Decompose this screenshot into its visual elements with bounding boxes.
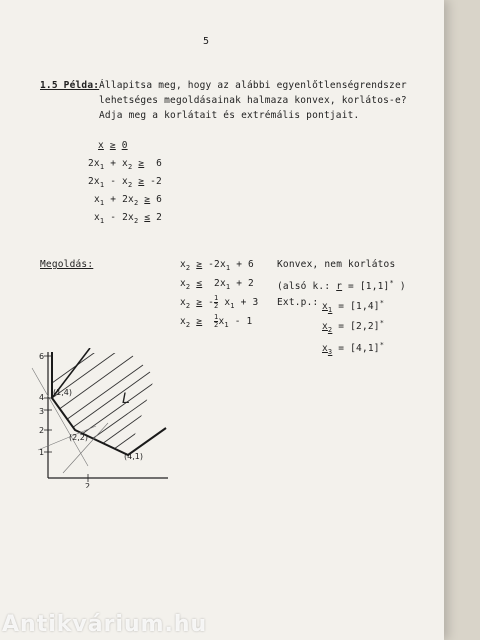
result-point-3: $x_3 = [4,1]^*$ xyxy=(322,341,385,357)
result-ext-label: Ext.p.: xyxy=(277,297,319,308)
solution-eq-1: $x_2 \ge -2x_1 + 6$ xyxy=(180,259,254,272)
x-tick-2: 2 xyxy=(85,482,91,488)
result-point-2: $x_2 = [2,2]^*$ xyxy=(322,319,385,335)
constraint-3: $x_1 + 2x_2 \ge 6$ xyxy=(94,194,163,207)
watermark: Antikvárium.hu xyxy=(2,612,208,637)
constraint-1: $2x_1 + x_2 \ge 6$ xyxy=(88,158,162,171)
solution-eq-2: $x_2 \le 2x_1 + 2$ xyxy=(180,278,254,291)
result-convex: Konvex, nem korlátos xyxy=(277,259,396,270)
constraint-2: $2x_1 - x_2 \ge -2$ xyxy=(88,176,162,189)
region-label: L xyxy=(122,391,130,407)
constraint-4: $x_1 - 2x_2 \le 2$ xyxy=(94,212,163,225)
solution-eq-4: $x_2$ ≥ $\frac{1}{2}$ $x_1 - 1$ xyxy=(180,313,253,329)
y-tick-6: 6 xyxy=(39,352,45,361)
solution-eq-3: $x_2$ ≥ - $\frac{1}{2}$ $x_1 + 3$ xyxy=(180,294,259,310)
example-line-1: Állapitsa meg, hogy az alábbi egyenlőtlenségrendszer xyxy=(99,80,407,91)
constraint-0: x ≥ 0 xyxy=(98,140,128,151)
y-tick-4: 4 xyxy=(39,393,45,402)
result-point-1: $x_1 = [1,4]^*$ xyxy=(322,299,385,315)
feasible-region-graph xyxy=(28,348,178,488)
point-label-b: (2,2) xyxy=(69,433,88,442)
y-tick-2: 2 xyxy=(39,426,45,435)
point-label-a: (1,4) xyxy=(53,388,72,397)
example-line-2: lehetséges megoldásainak halmaza konvex, korlátos-e? xyxy=(99,95,407,106)
point-label-c: (4,1) xyxy=(124,452,143,461)
page-number: 5 xyxy=(203,36,210,47)
result-lower-bound: (alsó k.: r = [1,1]* ) xyxy=(277,279,406,293)
example-line-3: Adja meg a korlátait és extrémális pontjait. xyxy=(99,110,360,121)
y-tick-3: 3 xyxy=(39,407,45,416)
solution-label: Megoldás: xyxy=(40,259,94,270)
example-label: 1.5 Példa: xyxy=(40,80,100,91)
y-tick-1: 1 xyxy=(39,448,45,457)
